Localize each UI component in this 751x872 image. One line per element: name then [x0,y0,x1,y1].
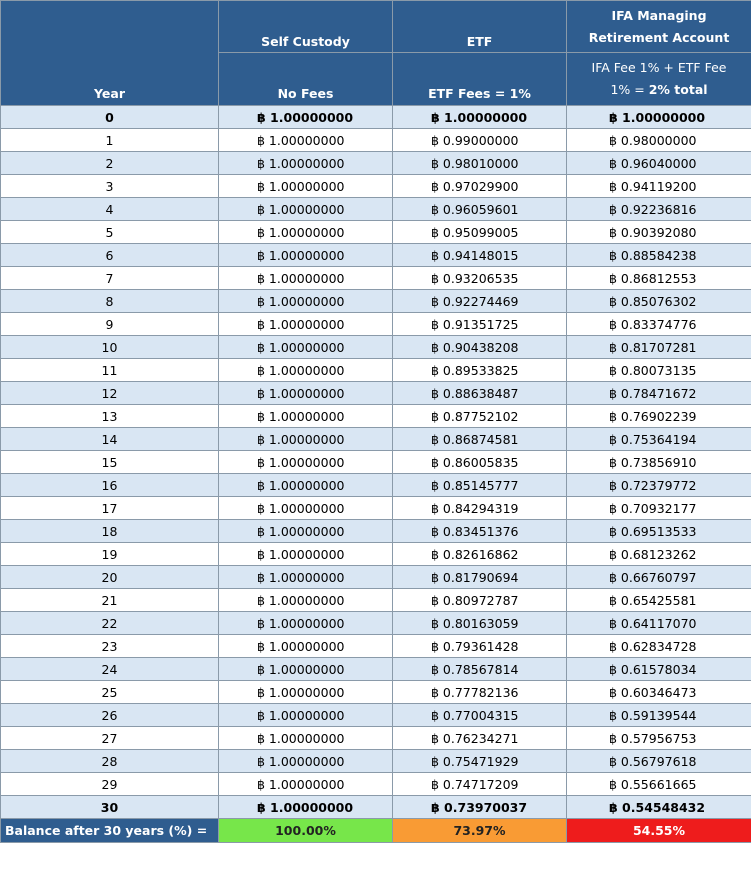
self-custody-cell[interactable]: ฿ 1.00000000 [219,773,393,796]
self-custody-cell[interactable]: ฿ 1.00000000 [219,290,393,313]
self-custody-cell[interactable]: ฿ 1.00000000 [219,198,393,221]
table-row [1,152,751,175]
self-custody-cell[interactable]: ฿ 1.00000000 [219,474,393,497]
year-cell[interactable]: 23 [1,635,219,658]
etf-cell[interactable]: ฿ 0.95099005 [393,221,567,244]
ifa-cell[interactable]: ฿ 0.61578034 [567,658,751,681]
year-cell[interactable]: 24 [1,658,219,681]
ifa-cell[interactable]: ฿ 0.76902239 [567,405,751,428]
ifa-cell[interactable]: ฿ 0.72379772 [567,474,751,497]
table-row [1,405,751,428]
header-ifa-fees-line2 [567,79,751,101]
ifa-cell[interactable]: ฿ 0.66760797 [567,566,751,589]
year-cell[interactable]: 19 [1,543,219,566]
etf-cell[interactable]: ฿ 0.98010000 [393,152,567,175]
etf-cell[interactable]: ฿ 0.83451376 [393,520,567,543]
year-cell[interactable]: 10 [1,336,219,359]
self-custody-cell[interactable]: ฿ 1.00000000 [219,566,393,589]
self-custody-cell[interactable]: ฿ 1.00000000 [219,106,393,129]
ifa-cell[interactable]: ฿ 0.57956753 [567,727,751,750]
ifa-cell[interactable]: ฿ 0.65425581 [567,589,751,612]
self-custody-cell[interactable]: ฿ 1.00000000 [219,129,393,152]
etf-cell[interactable]: ฿ 0.78567814 [393,658,567,681]
table-row [1,175,751,198]
table-row [1,773,751,796]
table-row [1,129,751,152]
self-custody-cell[interactable]: ฿ 1.00000000 [219,727,393,750]
table-row [1,474,751,497]
year-cell[interactable]: 14 [1,428,219,451]
year-cell[interactable]: 21 [1,589,219,612]
etf-cell[interactable]: ฿ 0.82616862 [393,543,567,566]
ifa-cell[interactable]: ฿ 0.80073135 [567,359,751,382]
self-custody-cell[interactable]: ฿ 1.00000000 [219,635,393,658]
ifa-cell[interactable]: ฿ 0.92236816 [567,198,751,221]
year-cell[interactable]: 26 [1,704,219,727]
ifa-cell[interactable]: ฿ 0.85076302 [567,290,751,313]
ifa-cell[interactable]: ฿ 0.62834728 [567,635,751,658]
self-custody-cell[interactable]: ฿ 1.00000000 [219,589,393,612]
etf-cell[interactable]: ฿ 0.79361428 [393,635,567,658]
ifa-cell[interactable]: ฿ 0.70932177 [567,497,751,520]
etf-cell[interactable]: ฿ 0.77004315 [393,704,567,727]
self-custody-cell[interactable]: ฿ 1.00000000 [219,520,393,543]
year-cell[interactable]: 1 [1,129,219,152]
self-custody-cell[interactable]: ฿ 1.00000000 [219,704,393,727]
header-no-fees[interactable]: No Fees [219,53,393,106]
footer-etf-pct[interactable]: 73.97% [393,819,567,843]
table-row [1,658,751,681]
table-row [1,221,751,244]
table-row [1,589,751,612]
etf-cell[interactable]: ฿ 0.89533825 [393,359,567,382]
self-custody-cell[interactable]: ฿ 1.00000000 [219,221,393,244]
header-self-custody[interactable]: Self Custody [219,1,393,53]
ifa-cell[interactable]: ฿ 0.78471672 [567,382,751,405]
ifa-cell[interactable]: ฿ 0.54548432 [567,796,751,819]
self-custody-cell[interactable]: ฿ 1.00000000 [219,313,393,336]
self-custody-cell[interactable]: ฿ 1.00000000 [219,359,393,382]
year-cell[interactable]: 0 [1,106,219,129]
table-row [1,566,751,589]
year-cell[interactable]: 15 [1,451,219,474]
self-custody-cell[interactable]: ฿ 1.00000000 [219,612,393,635]
etf-cell[interactable]: ฿ 0.81790694 [393,566,567,589]
ifa-cell[interactable]: ฿ 0.73856910 [567,451,751,474]
etf-cell[interactable]: ฿ 0.86005835 [393,451,567,474]
year-cell[interactable]: 17 [1,497,219,520]
year-cell[interactable]: 4 [1,198,219,221]
table-row [1,543,751,566]
year-cell[interactable]: 5 [1,221,219,244]
year-cell[interactable]: 18 [1,520,219,543]
year-cell[interactable]: 7 [1,267,219,290]
table-row [1,198,751,221]
header-etf[interactable]: ETF [393,1,567,53]
ifa-cell[interactable]: ฿ 0.59139544 [567,704,751,727]
header-ifa-fees-line1: IFA Fee 1% + ETF Fee [591,60,727,75]
ifa-cell[interactable]: ฿ 0.83374776 [567,313,751,336]
self-custody-cell[interactable]: ฿ 1.00000000 [219,451,393,474]
self-custody-cell[interactable]: ฿ 1.00000000 [219,244,393,267]
self-custody-cell[interactable]: ฿ 1.00000000 [219,750,393,773]
etf-cell[interactable]: ฿ 0.92274469 [393,290,567,313]
table-row [1,244,751,267]
self-custody-cell[interactable]: ฿ 1.00000000 [219,796,393,819]
year-cell[interactable]: 29 [1,773,219,796]
self-custody-cell[interactable]: ฿ 1.00000000 [219,658,393,681]
table-row [1,704,751,727]
etf-cell[interactable]: ฿ 0.90438208 [393,336,567,359]
footer-label[interactable]: Balance after 30 years (%) = [1,819,219,843]
ifa-cell[interactable]: ฿ 0.86812553 [567,267,751,290]
header-etf-fees[interactable]: ETF Fees = 1% [393,53,567,106]
etf-cell[interactable]: ฿ 0.86874581 [393,428,567,451]
header-year[interactable]: Year [1,1,219,106]
etf-cell[interactable]: ฿ 0.73970037 [393,796,567,819]
table-row [1,313,751,336]
year-cell[interactable]: 25 [1,681,219,704]
table-row [1,359,751,382]
etf-cell[interactable]: ฿ 0.97029900 [393,175,567,198]
header-ifa[interactable] [567,1,751,53]
self-custody-cell[interactable]: ฿ 1.00000000 [219,382,393,405]
table-body [1,106,751,819]
table-row [1,727,751,750]
ifa-cell[interactable]: ฿ 1.00000000 [567,106,751,129]
header-ifa-fees-line2-b: 2% total [648,82,708,97]
etf-cell[interactable]: ฿ 0.80972787 [393,589,567,612]
table-row [1,635,751,658]
table-row [1,750,751,773]
ifa-cell[interactable]: ฿ 0.68123262 [567,543,751,566]
ifa-cell[interactable]: ฿ 0.96040000 [567,152,751,175]
year-cell[interactable]: 2 [1,152,219,175]
ifa-cell[interactable]: ฿ 0.81707281 [567,336,751,359]
footer-self-pct[interactable]: 100.00% [219,819,393,843]
etf-cell[interactable]: ฿ 0.77782136 [393,681,567,704]
year-cell[interactable]: 8 [1,290,219,313]
etf-cell[interactable]: ฿ 0.76234271 [393,727,567,750]
ifa-cell[interactable]: ฿ 0.55661665 [567,773,751,796]
table-row [1,451,751,474]
self-custody-cell[interactable]: ฿ 1.00000000 [219,336,393,359]
table-row [1,681,751,704]
year-cell[interactable]: 20 [1,566,219,589]
etf-cell[interactable]: ฿ 0.75471929 [393,750,567,773]
year-cell[interactable]: 9 [1,313,219,336]
ifa-cell[interactable]: ฿ 0.75364194 [567,428,751,451]
table-row [1,106,751,129]
table-row [1,267,751,290]
self-custody-cell[interactable]: ฿ 1.00000000 [219,152,393,175]
self-custody-cell[interactable]: ฿ 1.00000000 [219,543,393,566]
header-ifa-line1: IFA Managing [611,7,707,23]
year-cell[interactable]: 12 [1,382,219,405]
etf-cell[interactable]: ฿ 0.74717209 [393,773,567,796]
self-custody-cell[interactable]: ฿ 1.00000000 [219,267,393,290]
self-custody-cell[interactable]: ฿ 1.00000000 [219,405,393,428]
table-row [1,428,751,451]
etf-cell[interactable]: ฿ 0.85145777 [393,474,567,497]
footer-ifa-pct[interactable]: 54.55% [567,819,751,843]
table-row [1,612,751,635]
ifa-cell[interactable]: ฿ 0.94119200 [567,175,751,198]
ifa-cell[interactable]: ฿ 0.90392080 [567,221,751,244]
year-cell[interactable]: 11 [1,359,219,382]
etf-cell[interactable]: ฿ 0.87752102 [393,405,567,428]
year-cell[interactable]: 6 [1,244,219,267]
year-cell[interactable]: 28 [1,750,219,773]
ifa-cell[interactable]: ฿ 0.69513533 [567,520,751,543]
self-custody-cell[interactable]: ฿ 1.00000000 [219,428,393,451]
year-cell[interactable]: 30 [1,796,219,819]
year-cell[interactable]: 3 [1,175,219,198]
table-row [1,796,751,819]
table-row [1,336,751,359]
etf-cell[interactable]: ฿ 0.91351725 [393,313,567,336]
ifa-cell[interactable]: ฿ 0.88584238 [567,244,751,267]
self-custody-cell[interactable]: ฿ 1.00000000 [219,681,393,704]
table-row [1,520,751,543]
year-cell[interactable]: 13 [1,405,219,428]
etf-cell[interactable]: ฿ 0.84294319 [393,497,567,520]
table-row [1,382,751,405]
header-ifa-fees-line2-a: 1% = [610,82,649,97]
etf-cell[interactable]: ฿ 0.80163059 [393,612,567,635]
ifa-cell[interactable]: ฿ 0.60346473 [567,681,751,704]
ifa-cell[interactable]: ฿ 0.98000000 [567,129,751,152]
ifa-cell[interactable]: ฿ 0.64117070 [567,612,751,635]
etf-cell[interactable]: ฿ 0.96059601 [393,198,567,221]
header-ifa-fees[interactable] [567,53,751,106]
table-row [1,497,751,520]
year-cell[interactable]: 16 [1,474,219,497]
self-custody-cell[interactable]: ฿ 1.00000000 [219,175,393,198]
etf-cell[interactable]: ฿ 1.00000000 [393,106,567,129]
year-cell[interactable]: 27 [1,727,219,750]
etf-cell[interactable]: ฿ 0.93206535 [393,267,567,290]
etf-cell[interactable]: ฿ 0.88638487 [393,382,567,405]
ifa-cell[interactable]: ฿ 0.56797618 [567,750,751,773]
etf-cell[interactable]: ฿ 0.94148015 [393,244,567,267]
year-cell[interactable]: 22 [1,612,219,635]
table-row [1,290,751,313]
header-ifa-line2: Retirement Account [588,29,730,45]
etf-cell[interactable]: ฿ 0.99000000 [393,129,567,152]
self-custody-cell[interactable]: ฿ 1.00000000 [219,497,393,520]
